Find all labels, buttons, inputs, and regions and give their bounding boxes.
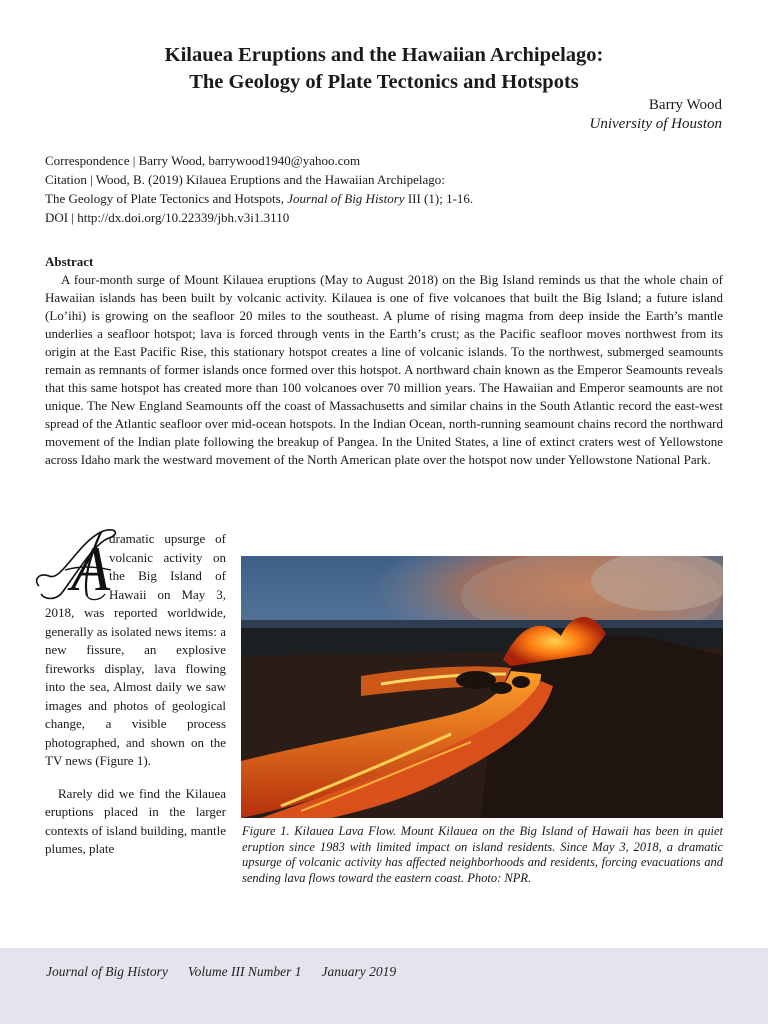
article-title bbox=[60, 42, 708, 96]
citation-line-2 bbox=[45, 189, 725, 208]
article-metadata bbox=[45, 151, 725, 227]
page-footer bbox=[0, 948, 768, 1024]
doi-link[interactable]: DOI | http://dx.doi.org/10.22339/jbh.v3i1.3110 bbox=[45, 210, 290, 225]
author-affiliation: University of Houston bbox=[589, 116, 722, 132]
lava-flow-image bbox=[241, 556, 723, 818]
footer-date: January 2019 bbox=[321, 964, 397, 979]
body-paragraph-1 bbox=[45, 530, 226, 771]
decorative-dropcap bbox=[31, 530, 111, 604]
citation-journal: Journal of Big History bbox=[287, 191, 405, 206]
author-block bbox=[590, 96, 723, 134]
citation-volume: III (1); 1-16. bbox=[404, 191, 474, 206]
dropcap-letter: A bbox=[71, 533, 111, 604]
citation-title: The Geology of Plate Tectonics and Hotspots, bbox=[45, 191, 288, 206]
dropcap-flourish-icon bbox=[31, 524, 123, 604]
body-paragraph-1-text: activity on the Big Island of Hawaii on May 3, 2018, was reported worldwide, generally as isolated news items: a new fissure, an explosive fireworks display, lava flowing into the sea, Almost daily we saw images and photos of geological change, a visible process photographed, and shown on the TV news (Figure 1). bbox=[45, 549, 226, 768]
title-line-1: Kilauea Eruptions and the Hawaiian Archipelago: bbox=[164, 44, 604, 66]
abstract-heading: Abstract bbox=[45, 254, 94, 269]
abstract-section bbox=[45, 253, 723, 469]
footer-journal: Journal of Big History bbox=[46, 964, 168, 979]
footer-volume: Volume III Number 1 bbox=[187, 964, 302, 979]
citation-line-1: Citation | Wood, B. (2019) Kilauea Eruptions and the Hawaiian Archipelago: bbox=[45, 172, 445, 187]
abstract-text: A four-month surge of Mount Kilauea eruptions (May to August 2018) on the Big Island reminds us that the whole chain of Hawaiian islands has been built by volcanic activity. Kilauea is one of five volcanoes that built the Big Island; a future island (Lo’ihi) is growing on the seafloor 20 miles to the southeast. A plume of rising magma from deep inside the Earth’s mantle underlies a seafloor hotspot; lava is forced through vents in the Earth’s crust; as the Pacific seafloor moves northwest from its origin at the East Pacific Rise, this stationary hotspot creates a line of volcanic islands. To the northwest, submerged seamounts remain as remnants of former islands once formed over this hotspot. A northward chain known as the Emperor Seamounts reveals that this same hotspot has created more than 100 volcanoes over 70 million years. The Hawaiian and Emperor seamounts are not unique. The New England Seamounts off the coast of Massachusetts and similar chains in the South Atlantic record the east-west spread of the Atlantic seafloor over mid-ocean hotspots. In the Indian Ocean, north-running seamount chains record the northward movement of the Indian plate following the breakup of Pangea. In the United States, a line of extinct craters west of Yellowstone across Idaho mark the westward movement of the North American plate over the hotspot now under Yellowstone National Park. bbox=[45, 272, 723, 467]
author-name: Barry Wood bbox=[648, 97, 722, 113]
title-line-2: The Geology of Plate Tectonics and Hotspots bbox=[189, 71, 579, 93]
correspondence-line[interactable]: Correspondence | Barry Wood, barrywood1940@yahoo.com bbox=[45, 153, 361, 168]
body-paragraph-2: Rarely did we find the Kilauea eruptions placed in the larger contexts of island building, mantle plumes, plate bbox=[45, 785, 226, 856]
figure-caption: Figure 1. Kilauea Lava Flow. Mount Kilauea on the Big Island of Hawaii has been in quiet eruption since 1983 with limited impact on island residents. Since May 3, 2018, a dramatic upsurge of volcanic activity has affected neighborhoods and residents, forcing evacuations and sending lava flows toward the eastern coast. Photo: NPR. bbox=[242, 824, 723, 885]
body-lead-text: dramatic upsurge of volcanic bbox=[109, 531, 226, 565]
figure-lava-photo bbox=[241, 556, 723, 818]
body-column bbox=[45, 530, 226, 873]
